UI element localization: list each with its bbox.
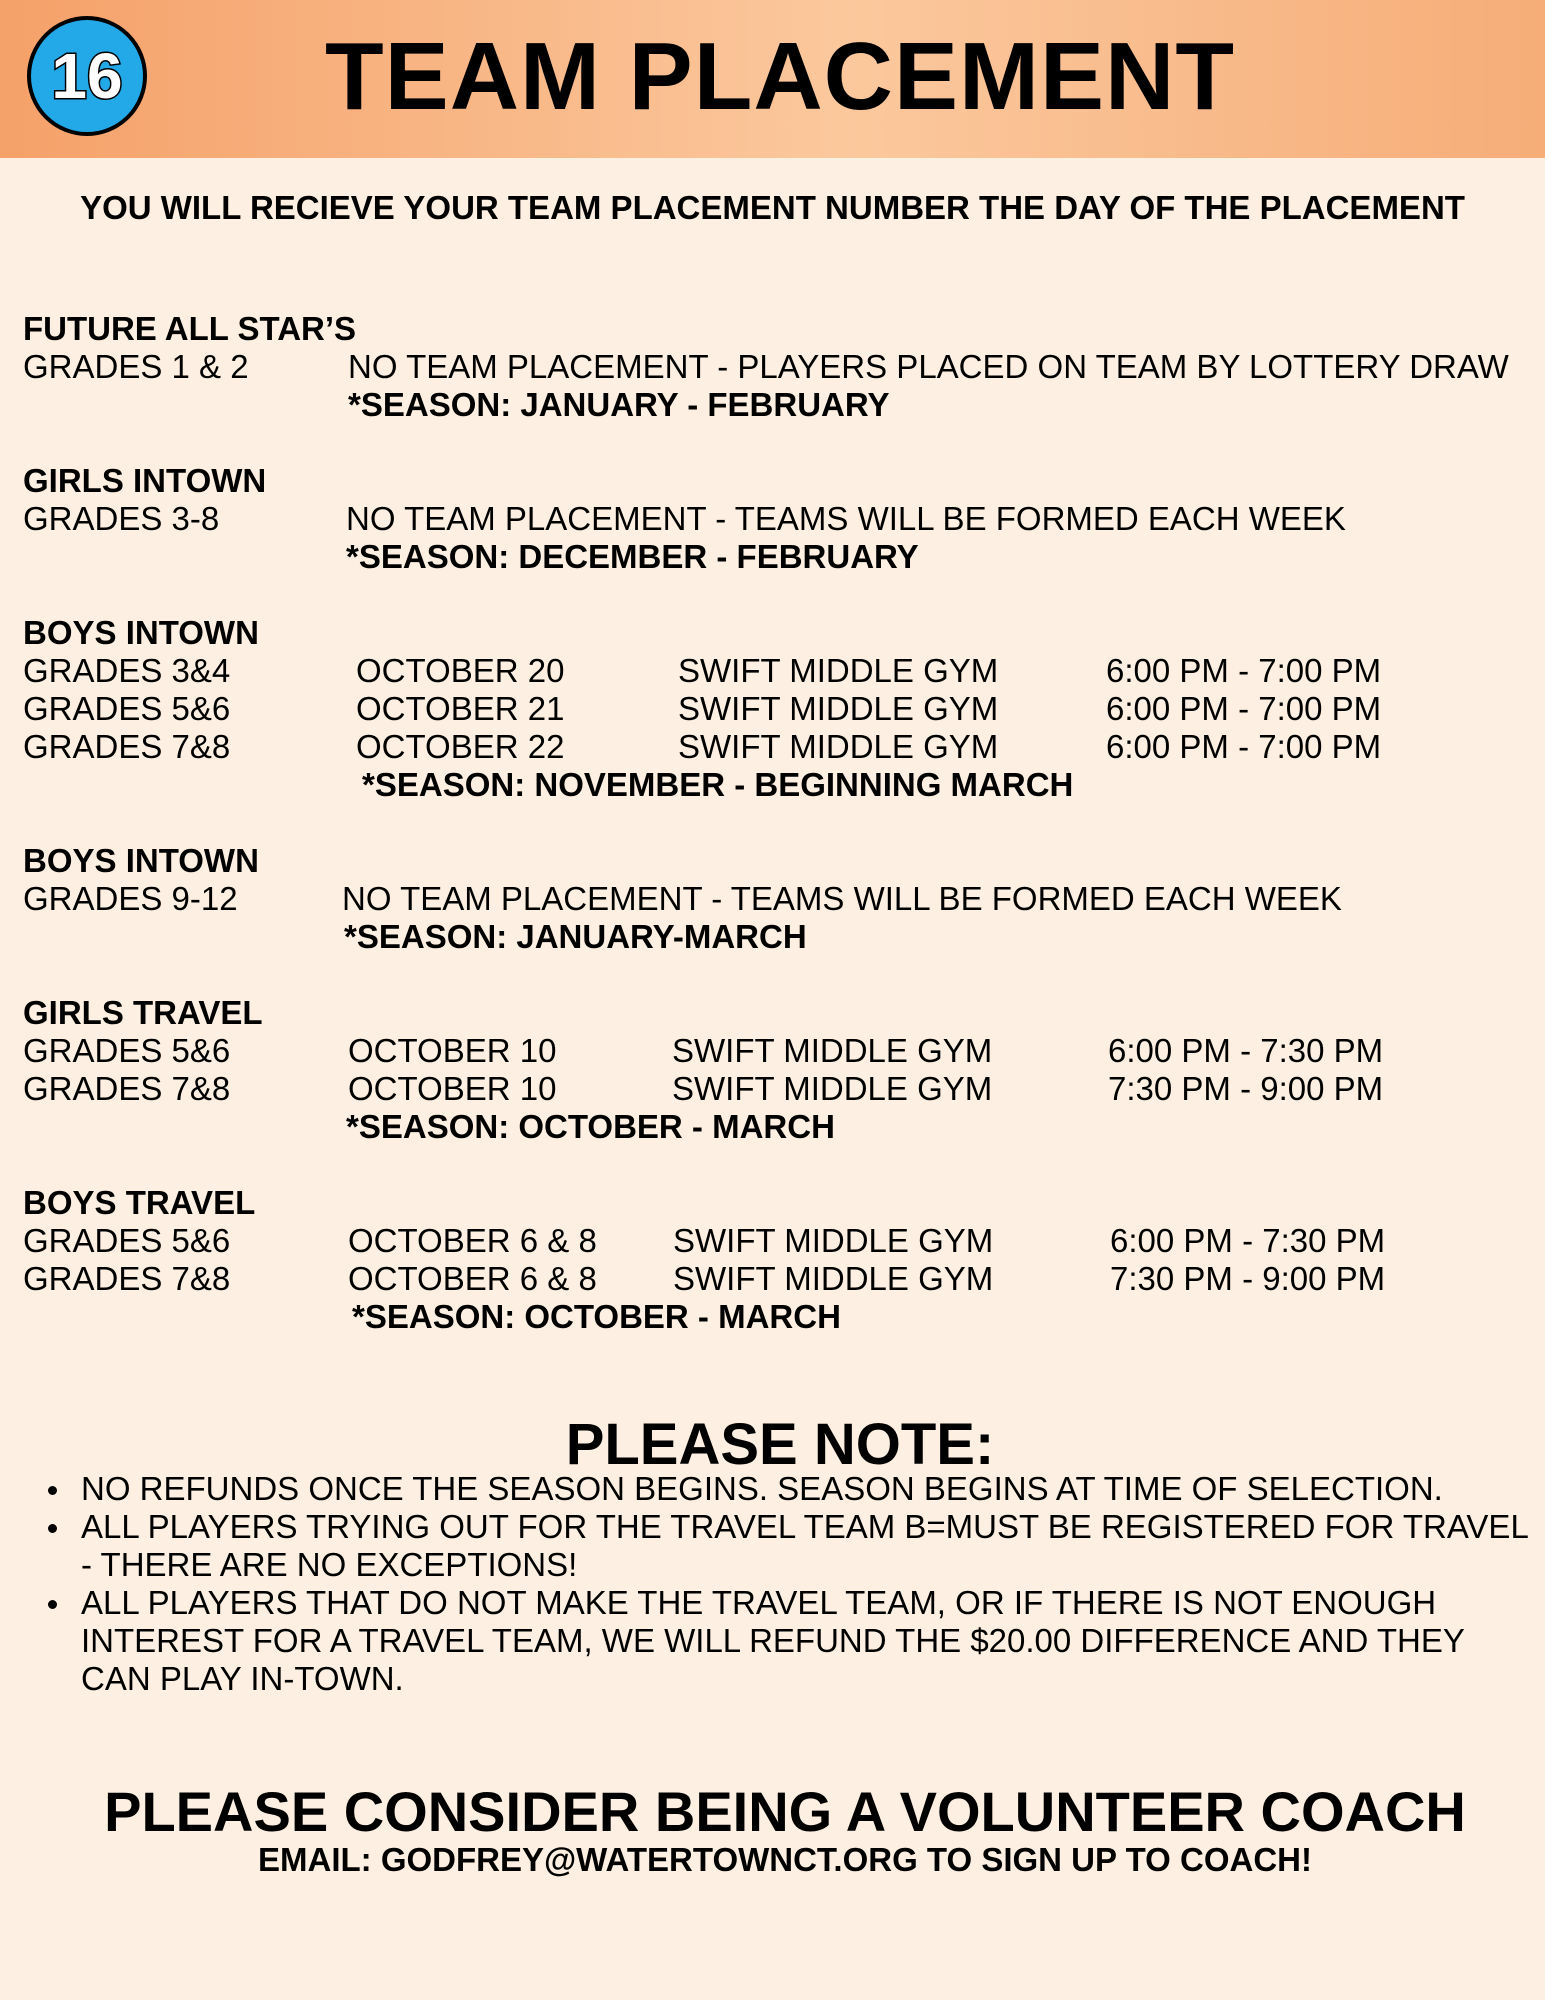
grades-label: GRADES 5&6 (23, 1222, 231, 1259)
placement-date: OCTOBER 22 (356, 728, 565, 765)
season-note: *SEASON: OCTOBER - MARCH (352, 1298, 841, 1335)
section-heading: GIRLS INTOWN (23, 462, 267, 499)
season-note: *SEASON: NOVEMBER - BEGINNING MARCH (362, 766, 1074, 803)
placement-time: 6:00 PM - 7:30 PM (1110, 1222, 1386, 1259)
grades-label: GRADES 7&8 (23, 1260, 231, 1297)
placement-date: OCTOBER 6 & 8 (348, 1260, 597, 1297)
grades-label: GRADES 3-8 (23, 500, 220, 537)
placement-time: 6:00 PM - 7:00 PM (1106, 728, 1382, 765)
section-heading: FUTURE ALL STAR’S (23, 310, 357, 347)
page-title: TEAM PLACEMENT (325, 23, 1235, 130)
placement-info: NO TEAM PLACEMENT - TEAMS WILL BE FORMED EACH WEEK (346, 500, 1346, 537)
placement-location: SWIFT MIDDLE GYM (673, 1222, 994, 1259)
season-note: *SEASON: DECEMBER - FEBRUARY (346, 538, 919, 575)
placement-date: OCTOBER 10 (348, 1032, 557, 1069)
placement-time: 6:00 PM - 7:00 PM (1106, 652, 1382, 689)
placement-location: SWIFT MIDDLE GYM (678, 652, 999, 689)
placement-location: SWIFT MIDDLE GYM (678, 690, 999, 727)
grades-label: GRADES 3&4 (23, 652, 231, 689)
placement-location: SWIFT MIDDLE GYM (678, 728, 999, 765)
placement-date: OCTOBER 6 & 8 (348, 1222, 597, 1259)
placement-time: 6:00 PM - 7:30 PM (1108, 1032, 1384, 1069)
page-number-badge: 16 (27, 16, 147, 136)
grades-label: GRADES 5&6 (23, 1032, 231, 1069)
placement-time: 7:30 PM - 9:00 PM (1110, 1260, 1386, 1297)
placement-date: OCTOBER 10 (348, 1070, 557, 1107)
placement-date: OCTOBER 20 (356, 652, 565, 689)
volunteer-coach-heading: PLEASE CONSIDER BEING A VOLUNTEER COACH (104, 1780, 1466, 1843)
placement-time: 6:00 PM - 7:00 PM (1106, 690, 1382, 727)
grades-label: GRADES 5&6 (23, 690, 231, 727)
section-heading: GIRLS TRAVEL (23, 994, 263, 1031)
season-note: *SEASON: OCTOBER - MARCH (346, 1108, 835, 1145)
placement-info: NO TEAM PLACEMENT - PLAYERS PLACED ON TEAM BY LOTTERY DRAW (348, 348, 1509, 385)
note-item: ALL PLAYERS THAT DO NOT MAKE THE TRAVEL TEAM, OR IF THERE IS NOT ENOUGH INTEREST FOR A TRAVEL TEAM, WE WILL REFUND THE $20.00 DIFFERENCE AND THEY CAN PLAY IN-TOWN. (40, 1584, 1530, 1698)
grades-label: GRADES 7&8 (23, 1070, 231, 1107)
note-list (40, 1470, 1530, 1698)
placement-location: SWIFT MIDDLE GYM (673, 1260, 994, 1297)
section-heading: BOYS INTOWN (23, 842, 259, 879)
note-item: NO REFUNDS ONCE THE SEASON BEGINS. SEASON BEGINS AT TIME OF SELECTION. (40, 1470, 1530, 1508)
placement-time: 7:30 PM - 9:00 PM (1108, 1070, 1384, 1107)
season-note: *SEASON: JANUARY - FEBRUARY (348, 386, 890, 423)
placement-location: SWIFT MIDDLE GYM (672, 1032, 993, 1069)
placement-location: SWIFT MIDDLE GYM (672, 1070, 993, 1107)
placement-date: OCTOBER 21 (356, 690, 565, 727)
signup-email-line: EMAIL: GODFREY@WATERTOWNCT.ORG TO SIGN UP TO COACH! (258, 1841, 1312, 1878)
section-heading: BOYS INTOWN (23, 614, 259, 651)
header-banner (0, 0, 1545, 158)
section-heading: BOYS TRAVEL (23, 1184, 256, 1221)
grades-label: GRADES 1 & 2 (23, 348, 249, 385)
note-item: ALL PLAYERS TRYING OUT FOR THE TRAVEL TEAM B=MUST BE REGISTERED FOR TRAVEL - THERE ARE NO EXCEPTIONS! (40, 1508, 1530, 1584)
placement-info: NO TEAM PLACEMENT - TEAMS WILL BE FORMED EACH WEEK (342, 880, 1342, 917)
subtitle: YOU WILL RECIEVE YOUR TEAM PLACEMENT NUMBER THE DAY OF THE PLACEMENT (80, 189, 1465, 226)
grades-label: GRADES 9-12 (23, 880, 238, 917)
grades-label: GRADES 7&8 (23, 728, 231, 765)
season-note: *SEASON: JANUARY-MARCH (344, 918, 807, 955)
note-heading: PLEASE NOTE: (565, 1412, 995, 1477)
